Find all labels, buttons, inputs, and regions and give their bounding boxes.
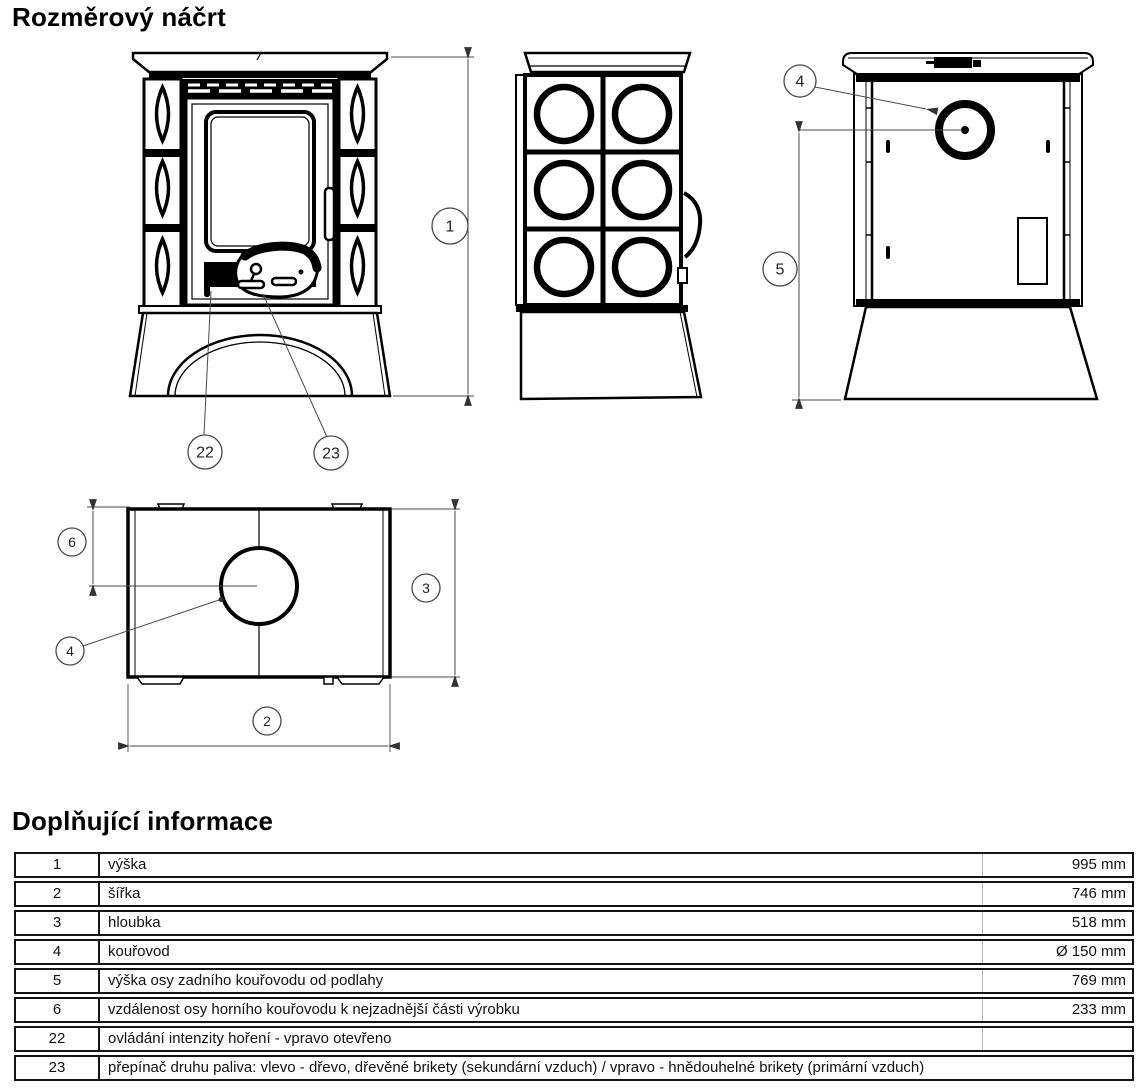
svg-text:4: 4 [66, 643, 74, 659]
side-door-handle [684, 193, 700, 257]
front-left-tile-column [144, 79, 181, 307]
svg-text:5: 5 [775, 261, 785, 279]
svg-text:4: 4 [795, 73, 805, 91]
back-cutout [1018, 218, 1047, 284]
svg-text:22: 22 [196, 444, 214, 462]
row-value: 233 mm [982, 999, 1132, 1021]
side-view [516, 53, 701, 399]
svg-text:23: 23 [322, 445, 340, 463]
row-label: výška osy zadního kouřovodu od podlahy [108, 972, 384, 989]
row-number: 1 [16, 854, 100, 876]
row-number: 23 [16, 1057, 100, 1079]
row-label: ovládání intenzity hoření - vpravo otevřeno [108, 1030, 392, 1047]
table-row [14, 852, 1134, 878]
row-number: 22 [16, 1028, 100, 1050]
front-door-handle [325, 188, 334, 240]
svg-text:6: 6 [68, 534, 76, 550]
row-value: 995 mm [982, 854, 1132, 876]
balloon-2 [253, 707, 281, 735]
svg-text:3: 3 [422, 580, 430, 596]
svg-text:1: 1 [445, 218, 455, 236]
section-title-additional-info: Doplňující informace [12, 806, 274, 836]
row-label: šířka [108, 885, 141, 902]
row-number: 3 [16, 912, 100, 934]
back-view [843, 53, 1097, 399]
row-value: 769 mm [982, 970, 1132, 992]
row-value: 518 mm [982, 912, 1132, 934]
balloon-5 [763, 252, 797, 286]
front-door-glass [206, 112, 314, 251]
front-intensity-lever [204, 284, 210, 297]
front-control-panel [236, 244, 318, 297]
side-cornice [525, 53, 690, 72]
balloon-3 [412, 574, 440, 602]
back-base [845, 307, 1097, 399]
table-row [14, 968, 1134, 994]
row-label: přepínač druhu paliva: vlevo - dřevo, dřevěné brikety (sekundární vzduch) / vpravo - hnědouhelné brikety (primární vzduch) [108, 1059, 925, 1076]
table-row [14, 881, 1134, 907]
info-table [14, 852, 1134, 1084]
front-right-tile-column [339, 79, 376, 307]
balloon-23 [314, 436, 348, 470]
row-value [982, 1028, 1132, 1050]
side-base [521, 312, 701, 399]
row-number: 6 [16, 999, 100, 1021]
row-label: výška [108, 856, 147, 873]
balloon-6 [58, 528, 86, 556]
side-back-strip [516, 75, 524, 305]
balloon-22 [188, 435, 222, 469]
row-number: 4 [16, 941, 100, 963]
table-row [14, 1055, 1134, 1081]
row-number: 2 [16, 883, 100, 905]
front-frieze [182, 79, 338, 96]
page-title: Rozměrový náčrt [12, 2, 226, 32]
row-label: vzdálenost osy horního kouřovodu k nejzadnější části výrobku [108, 1001, 520, 1018]
top-view [128, 504, 390, 684]
front-view [130, 53, 390, 396]
row-label: hloubka [108, 914, 161, 931]
back-flue-center-dot [961, 126, 969, 134]
row-label: kouřovod [108, 943, 170, 960]
balloon-1 [432, 208, 468, 244]
svg-text:2: 2 [263, 713, 271, 729]
table-row [14, 997, 1134, 1023]
table-row [14, 910, 1134, 936]
row-value: 746 mm [982, 883, 1132, 905]
balloon-4-back [784, 65, 816, 97]
table-row [14, 1026, 1134, 1052]
table-row [14, 939, 1134, 965]
row-number: 5 [16, 970, 100, 992]
balloon-4-top [56, 637, 84, 665]
row-value: Ø 150 mm [982, 941, 1132, 963]
